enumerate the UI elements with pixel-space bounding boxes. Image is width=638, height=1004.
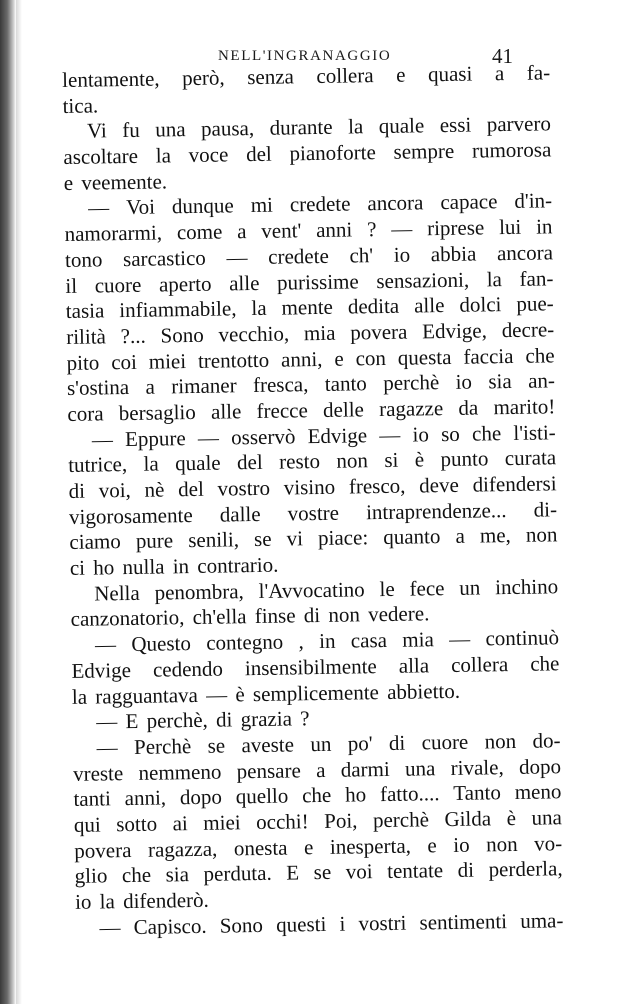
word: Eppure bbox=[124, 425, 186, 451]
word: osservò bbox=[230, 424, 296, 450]
word: Voi bbox=[125, 194, 156, 220]
word: i bbox=[339, 911, 346, 936]
word: mente bbox=[281, 294, 334, 320]
word: che bbox=[121, 863, 152, 888]
text-line: io la difenderò. bbox=[74, 887, 209, 914]
word: perduta. bbox=[203, 861, 272, 887]
word: fu bbox=[122, 118, 140, 143]
word: Capisco. bbox=[133, 913, 207, 939]
word: resto bbox=[278, 449, 321, 474]
word: Edvige bbox=[307, 422, 368, 448]
word: se bbox=[253, 527, 272, 552]
word: vi bbox=[286, 526, 304, 551]
word: sia bbox=[165, 862, 190, 887]
word: io bbox=[393, 242, 411, 267]
word: Vi bbox=[86, 118, 107, 143]
word: fresco, bbox=[348, 473, 406, 499]
word: in bbox=[318, 628, 336, 654]
word: ciamo bbox=[69, 529, 121, 555]
word: pure bbox=[135, 528, 174, 554]
word: se bbox=[313, 860, 332, 885]
word: pausa, bbox=[200, 116, 255, 142]
word: un bbox=[459, 575, 481, 600]
word: vostre bbox=[287, 500, 340, 526]
word: dalle bbox=[219, 501, 261, 527]
word: punto bbox=[440, 446, 489, 472]
word: infiammabile, bbox=[119, 296, 237, 323]
word: vostri bbox=[358, 910, 407, 936]
text-line: — E perchè, di grazia ? bbox=[96, 706, 310, 734]
word: anni, bbox=[280, 346, 323, 372]
word: tentate bbox=[386, 858, 444, 884]
word: vecchio, bbox=[218, 321, 290, 347]
word: miei bbox=[148, 348, 187, 374]
word: mi bbox=[250, 193, 274, 218]
word: vreste bbox=[72, 760, 124, 786]
word: rumorosa bbox=[471, 137, 552, 163]
word: intraprendenze... bbox=[365, 497, 507, 524]
word: voi bbox=[345, 859, 373, 884]
word: anni, bbox=[124, 785, 167, 811]
word: durante bbox=[269, 115, 333, 141]
word: Gilda bbox=[444, 806, 492, 832]
word: voi, bbox=[98, 477, 132, 503]
word: anni bbox=[315, 217, 353, 243]
word: di bbox=[457, 857, 475, 883]
running-title: NELL'INGRANAGGIO bbox=[218, 48, 392, 64]
word: voce bbox=[188, 142, 229, 168]
word: tanto bbox=[324, 371, 367, 397]
word: senili, bbox=[188, 527, 240, 553]
word: difendersi bbox=[472, 471, 557, 497]
word: senza bbox=[247, 64, 295, 90]
word: che bbox=[525, 342, 555, 368]
word: glio bbox=[74, 863, 108, 889]
word: e bbox=[395, 62, 406, 87]
word: marito! bbox=[493, 394, 556, 420]
word: ragazza, bbox=[147, 836, 218, 862]
word: so bbox=[440, 421, 460, 446]
word: è bbox=[506, 805, 517, 831]
word: l'Avvocatino bbox=[258, 577, 365, 603]
word: — bbox=[379, 422, 401, 447]
word: faccia bbox=[463, 343, 514, 369]
word: piace: bbox=[317, 525, 369, 551]
word: purissime bbox=[276, 268, 359, 295]
word: la bbox=[347, 114, 364, 139]
word: qui bbox=[73, 812, 101, 837]
word: alle bbox=[413, 293, 445, 318]
word: po' bbox=[347, 731, 373, 756]
word: rimaner bbox=[171, 373, 237, 399]
word: fece bbox=[409, 575, 445, 601]
word: però, bbox=[181, 65, 225, 91]
word: curata bbox=[504, 445, 557, 471]
word: Sono bbox=[160, 322, 204, 348]
word: perchè bbox=[383, 370, 440, 396]
word: e bbox=[334, 346, 344, 371]
word: lentamente, bbox=[62, 66, 160, 92]
word: povera bbox=[350, 319, 408, 345]
word: sarcastico bbox=[122, 245, 207, 271]
word: io bbox=[453, 832, 470, 857]
word: che bbox=[301, 783, 332, 808]
word: l'isti- bbox=[513, 419, 556, 445]
word: una bbox=[531, 805, 563, 830]
word: la bbox=[251, 296, 267, 321]
text-line: e veemente. bbox=[63, 169, 168, 195]
word: questi bbox=[275, 911, 327, 937]
word: nemmeno bbox=[138, 759, 222, 785]
word: vostro bbox=[217, 475, 271, 501]
word: una bbox=[155, 117, 186, 142]
text-line: tica. bbox=[62, 93, 99, 118]
word: penombra, bbox=[154, 578, 244, 605]
word: la bbox=[155, 143, 172, 168]
word: sentimenti bbox=[419, 908, 508, 935]
word: inesperta, bbox=[329, 833, 412, 859]
word: e bbox=[427, 832, 437, 857]
word: coi bbox=[111, 349, 138, 374]
word: io bbox=[455, 369, 473, 395]
word: tanti bbox=[73, 786, 111, 812]
word: quello bbox=[235, 783, 289, 809]
word: di bbox=[68, 478, 86, 503]
word: rilità bbox=[66, 324, 107, 349]
word: parvero bbox=[486, 111, 552, 137]
word: — bbox=[391, 216, 413, 241]
word: se bbox=[207, 733, 226, 758]
word: a bbox=[315, 757, 326, 782]
word: non bbox=[485, 831, 518, 857]
word: collera bbox=[316, 63, 374, 89]
word: credete bbox=[268, 243, 329, 269]
word: la bbox=[486, 266, 503, 291]
word: da bbox=[458, 395, 479, 420]
word: fa- bbox=[526, 60, 551, 85]
word: mia bbox=[402, 627, 434, 652]
word: dolci bbox=[459, 292, 502, 317]
word: alla bbox=[398, 653, 430, 678]
word: ai bbox=[172, 811, 188, 836]
word: sempre bbox=[393, 138, 455, 164]
word: Questo bbox=[131, 631, 192, 657]
word: a bbox=[236, 219, 247, 244]
word: miei bbox=[203, 810, 241, 835]
word: , bbox=[298, 629, 304, 654]
word: uma- bbox=[520, 907, 564, 933]
word: con bbox=[355, 345, 387, 370]
word: — bbox=[94, 632, 117, 657]
word: contegno bbox=[206, 629, 284, 655]
word: sensazioni, bbox=[376, 267, 470, 293]
word: del bbox=[245, 141, 272, 167]
word: povera bbox=[74, 837, 132, 863]
word: si bbox=[384, 448, 399, 473]
word: dopo bbox=[518, 753, 562, 779]
word: ho bbox=[344, 782, 367, 807]
word: meno bbox=[514, 779, 562, 805]
word: bersaglio bbox=[118, 399, 196, 426]
word: non bbox=[484, 728, 517, 754]
word: namorarmi, bbox=[64, 220, 163, 247]
word: non bbox=[336, 448, 369, 474]
word: che bbox=[471, 420, 502, 446]
word: an- bbox=[527, 368, 556, 393]
word: onesta bbox=[233, 835, 288, 861]
word: inchino bbox=[494, 574, 559, 600]
word: — bbox=[96, 735, 118, 760]
word: vigorosamente bbox=[68, 502, 193, 529]
word: rivale, bbox=[450, 754, 504, 780]
word: — bbox=[88, 195, 110, 221]
word: me, bbox=[479, 523, 511, 548]
word: Poi, bbox=[323, 808, 358, 833]
word: di bbox=[388, 730, 406, 755]
book-spine-shadow bbox=[0, 0, 16, 1004]
word: tutrice, bbox=[68, 452, 128, 478]
word: del bbox=[177, 476, 204, 502]
word: vent' bbox=[261, 218, 302, 244]
word: alle bbox=[210, 399, 242, 424]
word: un bbox=[310, 731, 332, 757]
word: deve bbox=[418, 472, 460, 498]
word: fresca, bbox=[252, 372, 309, 398]
word: una bbox=[404, 755, 436, 781]
word: aperto bbox=[158, 271, 212, 297]
word: casa bbox=[350, 628, 388, 653]
word: il bbox=[65, 273, 78, 298]
word: s'ostina bbox=[66, 375, 130, 401]
word: dedita bbox=[347, 293, 400, 319]
word: mia bbox=[303, 320, 336, 346]
page-number: 41 bbox=[492, 44, 513, 68]
word: perderla, bbox=[488, 856, 563, 882]
word: E bbox=[286, 860, 300, 885]
word: riprese bbox=[426, 215, 485, 241]
word: continuò bbox=[485, 625, 560, 651]
word: visino bbox=[283, 474, 336, 500]
word: quale bbox=[378, 113, 425, 139]
word: collera bbox=[450, 651, 509, 677]
word: quasi bbox=[427, 61, 473, 87]
word: dopo bbox=[179, 784, 223, 810]
page-gutter bbox=[16, 0, 22, 1004]
word: Edvige, bbox=[421, 318, 488, 344]
word: pianoforte bbox=[289, 140, 377, 166]
word: perchè bbox=[372, 807, 430, 833]
word: è bbox=[414, 447, 425, 472]
word: ancora bbox=[496, 240, 554, 266]
word: — bbox=[99, 914, 121, 940]
word: Perchè bbox=[133, 733, 192, 759]
word: ? bbox=[366, 217, 377, 242]
word: Sono bbox=[219, 912, 264, 938]
word: fatto.... bbox=[379, 781, 440, 807]
word: questa bbox=[397, 344, 452, 370]
word: dunque bbox=[171, 193, 234, 219]
text-line: ci ho nulla in contrario. bbox=[69, 552, 279, 580]
word: insensibilmente bbox=[244, 653, 377, 681]
word: Tanto bbox=[453, 780, 502, 806]
word: essi bbox=[439, 112, 472, 138]
body-text bbox=[62, 60, 564, 941]
word: come bbox=[176, 219, 223, 245]
word: alle bbox=[228, 270, 260, 295]
word: Edvige bbox=[71, 657, 132, 683]
word: pensare bbox=[236, 757, 301, 783]
word: io bbox=[412, 421, 430, 447]
word: do- bbox=[532, 728, 561, 753]
word: delle bbox=[322, 397, 365, 422]
word: le bbox=[379, 576, 395, 601]
word: — bbox=[91, 426, 114, 452]
word: la bbox=[143, 451, 159, 477]
word: trentotto bbox=[197, 347, 270, 373]
word: cora bbox=[67, 401, 104, 426]
word: lui bbox=[498, 214, 522, 240]
word: ancora bbox=[367, 190, 424, 216]
word: non bbox=[525, 522, 558, 548]
word: vo- bbox=[534, 830, 563, 856]
word: nè bbox=[144, 477, 165, 502]
word: che bbox=[530, 651, 560, 676]
word: frecce bbox=[256, 398, 309, 423]
word: credete bbox=[289, 191, 351, 217]
word: pue- bbox=[516, 291, 554, 317]
word: quanto bbox=[383, 524, 441, 550]
word: — bbox=[226, 244, 248, 270]
word: tasia bbox=[65, 298, 105, 324]
word: a bbox=[145, 374, 156, 399]
word: Nella bbox=[94, 580, 140, 606]
word: di- bbox=[533, 496, 558, 522]
word: occhi! bbox=[255, 809, 309, 834]
word: fan- bbox=[519, 265, 554, 291]
word: — bbox=[197, 425, 220, 450]
word: darmi bbox=[340, 756, 390, 782]
word: a bbox=[455, 524, 465, 549]
word: — bbox=[448, 626, 471, 652]
word: in bbox=[535, 214, 553, 239]
word: quale bbox=[174, 450, 221, 476]
word: cuore bbox=[421, 729, 469, 755]
word: ascoltare bbox=[63, 143, 139, 170]
word: d'in- bbox=[514, 188, 553, 214]
word: e bbox=[303, 834, 314, 859]
word: cuore bbox=[94, 272, 142, 298]
word: tono bbox=[64, 247, 103, 272]
word: capace bbox=[440, 189, 498, 215]
word: del bbox=[236, 450, 263, 475]
word: a bbox=[494, 61, 505, 86]
word: pito bbox=[66, 350, 100, 375]
word: sia bbox=[488, 369, 512, 394]
text-line: la ragguantava — è semplicemente abbietto. bbox=[71, 678, 461, 709]
word: cedendo bbox=[152, 656, 224, 682]
word: ?... bbox=[120, 323, 146, 348]
word: abbia bbox=[430, 241, 477, 267]
word: decre- bbox=[501, 317, 555, 342]
word: aveste bbox=[241, 732, 295, 758]
word: sotto bbox=[116, 811, 158, 837]
word: ch' bbox=[349, 242, 374, 268]
text-line: canzonatorio, ch'ella finse di non vedere. bbox=[70, 601, 430, 632]
word: ragazze bbox=[378, 395, 444, 421]
